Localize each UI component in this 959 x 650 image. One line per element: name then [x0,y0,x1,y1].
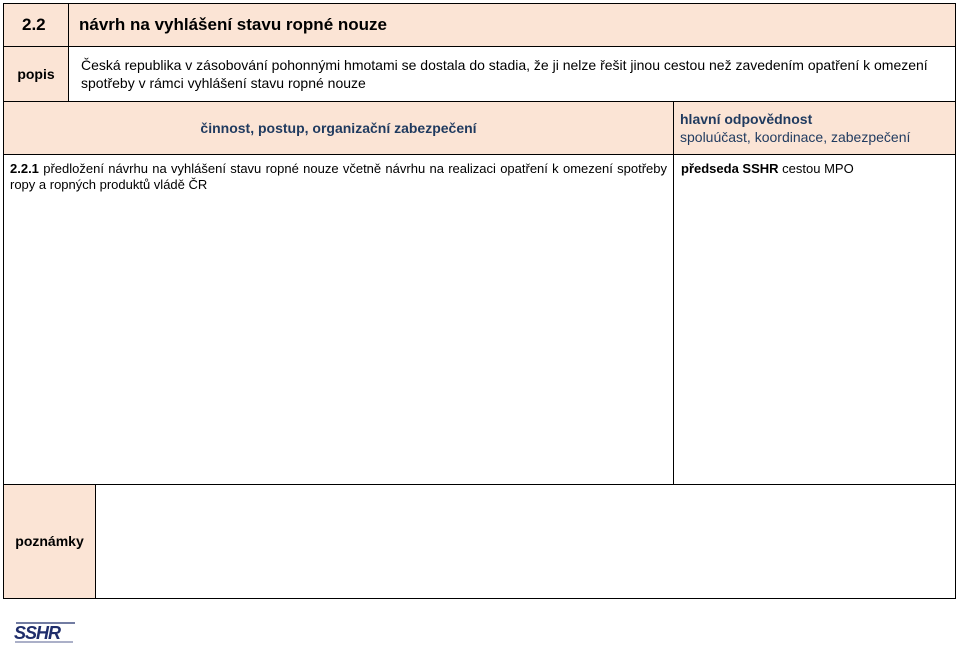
description-text: Česká republika v zásobování pohonnými hmotami se dostala do stadia, že ji nelze řešit jinou cestou než zavedením opatření k omezení spotřeby v rámci vyhlášení stavu ropné nouze [81,57,928,91]
responsibility-text [681,161,854,177]
responsible-channel: cestou MPO [778,161,854,176]
responsibility-cell [674,155,955,484]
description-row [3,46,956,102]
section-header-row [3,3,956,47]
responsibility-subheader-text: spoluúčast, koordinace, zabezpečení [680,129,911,145]
responsibility-column-header [674,102,955,154]
sshr-logo [13,619,77,645]
activity-header-text: činnost, postup, organizační zabezpečení [200,120,477,136]
section-title: návrh na vyhlášení stavu ropné nouze [79,15,387,34]
activity-column-header [4,102,674,154]
notes-row [3,484,956,599]
activity-id: 2.2.1 [10,161,39,176]
responsible-party: předseda SSHR [681,161,779,176]
activity-cell [4,155,674,484]
description-label: popis [4,47,69,101]
column-header-row [3,101,956,155]
table-row [3,154,956,485]
logo-text: SSHR [14,623,61,643]
activity-description: předložení návrhu na vyhlášení stavu ropné nouze včetně návrhu na realizaci opatření k omezení spotřeby ropy a ropných produktů vládě ČR [10,161,667,192]
notes-content [96,485,955,598]
section-number: 2.2 [4,4,69,46]
activity-text [10,161,667,193]
notes-label: poznámky [4,485,96,598]
responsibility-header-text: hlavní odpovědnost [680,111,813,127]
